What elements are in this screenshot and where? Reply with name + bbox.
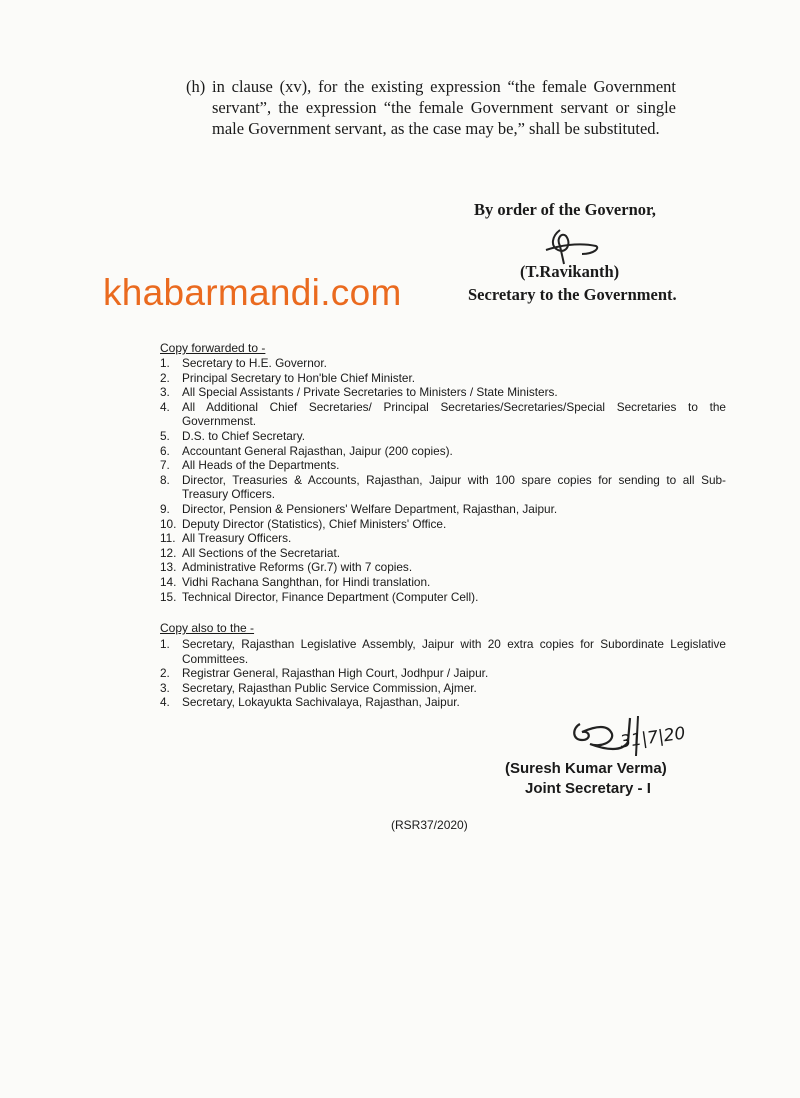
list-item-number: 10. (160, 516, 177, 531)
list-item-number: 3. (160, 385, 170, 400)
signatory-name: (T.Ravikanth) (520, 262, 620, 281)
list-item-text: Secretary, Lokayukta Sachivalaya, Rajasthan, Jaipur. (182, 695, 460, 710)
list-item-text: All Sections of the Secretariat. (182, 545, 341, 560)
list-item-text: All Treasury Officers. (182, 531, 292, 546)
list-item-number: 2. (160, 370, 170, 385)
list-item (160, 590, 726, 605)
list-item-text: Administrative Reforms (Gr.7) with 7 copies. (182, 560, 413, 575)
watermark: khabarmandi.com (103, 272, 402, 313)
list-item-text: All Special Assistants / Private Secretaries to Ministers / State Ministers. (182, 385, 558, 400)
reference-number: (RSR37/2020) (391, 818, 468, 832)
list-item (160, 560, 726, 575)
list-item-text: Deputy Director (Statistics), Chief Ministers' Office. (182, 516, 447, 531)
list-item-text: Secretary to H.E. Governor. (182, 356, 327, 370)
list-item-number: 4. (160, 399, 170, 414)
list-item-text: Secretary, Rajasthan Public Service Commission, Ajmer. (182, 680, 477, 695)
list-item-text: D.S. to Chief Secretary. (182, 428, 306, 443)
list-item-text: Accountant General Rajasthan, Jaipur (200 copies). (182, 443, 453, 458)
list-item (160, 517, 726, 532)
list-item (160, 695, 726, 710)
list-item-text: Director, Pension & Pensioners' Welfare Department, Rajasthan, Jaipur. (182, 501, 558, 516)
list-item-text: Registrar General, Rajasthan High Court, Jodhpur / Jaipur. (182, 666, 489, 681)
copy-also-heading: Copy also to the - (160, 621, 255, 635)
list-item (160, 546, 726, 561)
list-item-number: 2. (160, 666, 170, 681)
list-item-number: 11. (160, 531, 176, 546)
list-item-number: 5. (160, 428, 170, 443)
list-item-number: 6. (160, 443, 170, 458)
list-item (160, 385, 726, 400)
list-item-number: 12. (160, 545, 177, 560)
list-item-number: 4. (160, 695, 170, 710)
clause-text: in clause (xv), for the existing expression “the female Government servant”, the expression “the female Government servant or single male Government servant, as the case may be,” shall be substituted. (212, 77, 676, 138)
clause-h (186, 76, 676, 139)
list-item-number: 3. (160, 680, 170, 695)
list-item-text: Vidhi Rachana Sanghthan, for Hindi translation. (182, 574, 431, 589)
list-item (160, 637, 726, 666)
clause-label: (h) (186, 77, 206, 96)
list-item-text: Principal Secretary to Hon'ble Chief Minister. (182, 370, 416, 385)
list-item (160, 371, 726, 386)
list-item-number: 9. (160, 501, 170, 516)
copy-forwarded-heading: Copy forwarded to - (160, 341, 266, 355)
list-item-number: 8. (160, 472, 170, 487)
list-item (160, 681, 726, 696)
by-order-line: By order of the Governor, (474, 200, 656, 219)
copy-forwarded-list (160, 356, 726, 604)
list-item (160, 458, 726, 473)
signatory-title: Secretary to the Government. (468, 285, 677, 304)
list-item-number: 1. (160, 637, 170, 651)
list-item-number: 7. (160, 458, 170, 473)
copy-also-list (160, 637, 726, 710)
list-item-number: 13. (160, 560, 177, 575)
list-item (160, 531, 726, 546)
joint-secretary-name: (Suresh Kumar Verma) (505, 760, 667, 777)
list-item-text: Technical Director, Finance Department (Computer Cell). (182, 589, 479, 604)
list-item (160, 444, 726, 459)
list-item-text: Director, Treasuries & Accounts, Rajasthan, Jaipur with 100 spare copies for sending to all Sub-Treasury Officers. (182, 472, 726, 502)
list-item-text: Secretary, Rajasthan Legislative Assembly, Jaipur with 20 extra copies for Subordinate Legislative Committees. (182, 637, 726, 666)
joint-secretary-title: Joint Secretary - I (525, 780, 651, 797)
list-item (160, 400, 726, 429)
signature-date: 31|7|20 (618, 723, 687, 753)
list-item (160, 502, 726, 517)
list-item-number: 1. (160, 356, 170, 370)
list-item (160, 666, 726, 681)
list-item-text: All Additional Chief Secretaries/ Principal Secretaries/Secretaries/Special Secretaries to the Governmenst. (182, 399, 726, 429)
list-item-text: All Heads of the Departments. (182, 458, 340, 473)
list-item (160, 473, 726, 502)
list-item (160, 356, 726, 371)
list-item-number: 14. (160, 574, 177, 589)
list-item (160, 429, 726, 444)
list-item-number: 15. (160, 589, 177, 604)
list-item (160, 575, 726, 590)
